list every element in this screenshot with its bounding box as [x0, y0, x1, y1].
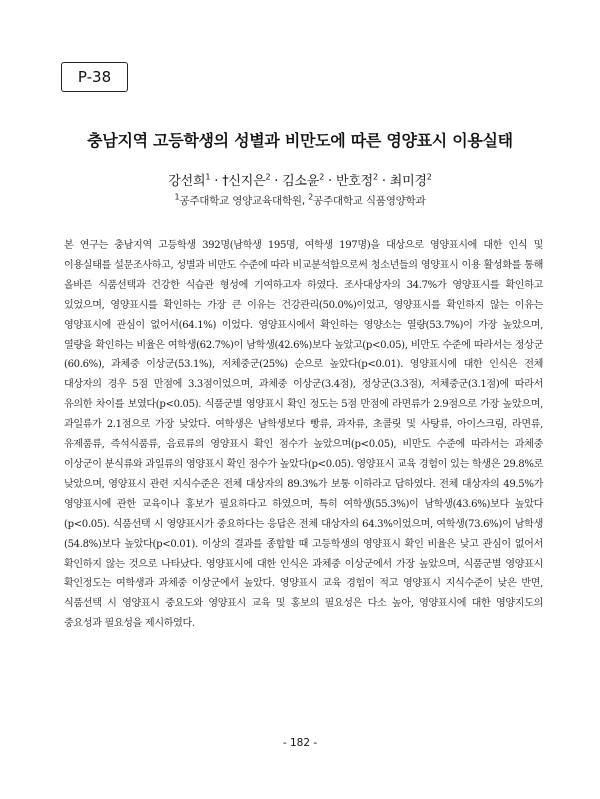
author: 김소윤$^2$ ·	[282, 172, 336, 189]
page-number: - 182 -	[282, 737, 318, 749]
author: 강선희$^1$ ·	[168, 172, 223, 189]
affiliation: $^2$공주대학교 식품영양학과	[308, 192, 426, 207]
author: 최미경$^2$	[389, 172, 432, 189]
abstract-body: 본 연구는 충남지역 고등학생 392명(남학생 195명, 여학생 197명)을 대상으로 영양표시에 대한 인식 및 이용실태를 설문조사하고, 성별과 비만도 수준에 따라 비교분석함으로써 청소년들의 영양표시 이용 활성화를 통해 올바른 식품선택과 건강한 식습관 형성에 기여하고자 하였다. 조사대상자의 34.7%가 영양표시를 확인하고 있었으며, 영양표시를 확인하는 가장 큰 이유는 건강관리(50.0%)이었고, 영양표시를 확인하지 않는 이유는 영양표시에 관심이 없어서(64.1%) 이었다. 영양표시에서 확인하는 영양소는 열량(53.7%)이 가장 높았으며, 열량을 확인하는 비율은 여학생(62.7%)이 남학생(42.6%)보다 높았고(p<0.05), 비만도 수준에 따라서는 정상군(60.6%), 과체중 이상군(53.1%), 저체중군(25%) 순으로 높았다(p<0.01). 영양표시에 대한 인식은 전체 대상자의 경우 5점 만점에 3.3점이었으며, 과체중 이상군(3.4점), 정상군(3.3점), 저체중군(3.1점)에 따라서 유의한 차이를 보였다(p<0.05). 식품군별 영양표시 확인 정도는 5점 만점에 라면류가 2.9점으로 가장 높았으며, 과일류가 2.1점으로 가장 낮았다. 여학생은 남학생보다 빵류, 과자류, 초콜릿 및 사탕류, 아이스크림, 라면류, 유제품류, 즉석식품류, 음료류의 영양표시 확인 점수가 높았으며(p<0.05), 비만도 수준에 따라서는 과체중 이상군이 분식류와 과일류의 영양표시 확인 점수가 높았다(p<0.05). 영양표시 교육 경험이 있는 학생은 29.8%로 낮았으며, 영양표시 관련 지식수준은 전체 대상자의 89.3%가 보통 이하라고 답하였다. 전체 대상자의 49.5%가 영양표시에 관한 교육이나 홍보가 필요하다고 하였으며, 특히 여학생(55.3%)이 남학생(43.6%)보다 높았다(p<0.05). 식품선택 시 영양표시가 중요하다는 응답은 전체 대상자의 64.3%이었으며, 여학생(73.6%)이 남학생(54.8%)보다 높았다(p<0.01). 이상의 결과를 종합할 때 고등학생의 영양표시 확인 비율은 낮고 관심이 없어서 확인하지 않는 것으로 나타났다. 영양표시에 대한 인식은 과체중 이상군에서 가장 높았으며, 식품군별 영양표시 확인정도는 여학생과 과체중 이상군에서 높았다. 영양표시 교육 경험이 적고 영양표시 지식수준이 낮은 반면, 식품선택 시 영양표시 중요도와 영양표시 교육 및 홍보의 필요성은 다소 높아, 영양표시에 대한 영양지도의 중요성과 필요성을 제시하였다.	[64, 240, 543, 630]
affiliation: $^1$공주대학교 영양교육대학원,	[174, 192, 309, 207]
author: †신지은$^2$ ·	[222, 172, 283, 189]
paper-title: 충남지역 고등학생의 성별과 비만도에 따른 영양표시 이용실태	[87, 131, 513, 150]
poster-id-box: P-38	[61, 62, 128, 92]
author-line	[0, 170, 600, 189]
author: 반호정$^2$ ·	[335, 172, 390, 189]
affiliation-line	[0, 193, 600, 208]
